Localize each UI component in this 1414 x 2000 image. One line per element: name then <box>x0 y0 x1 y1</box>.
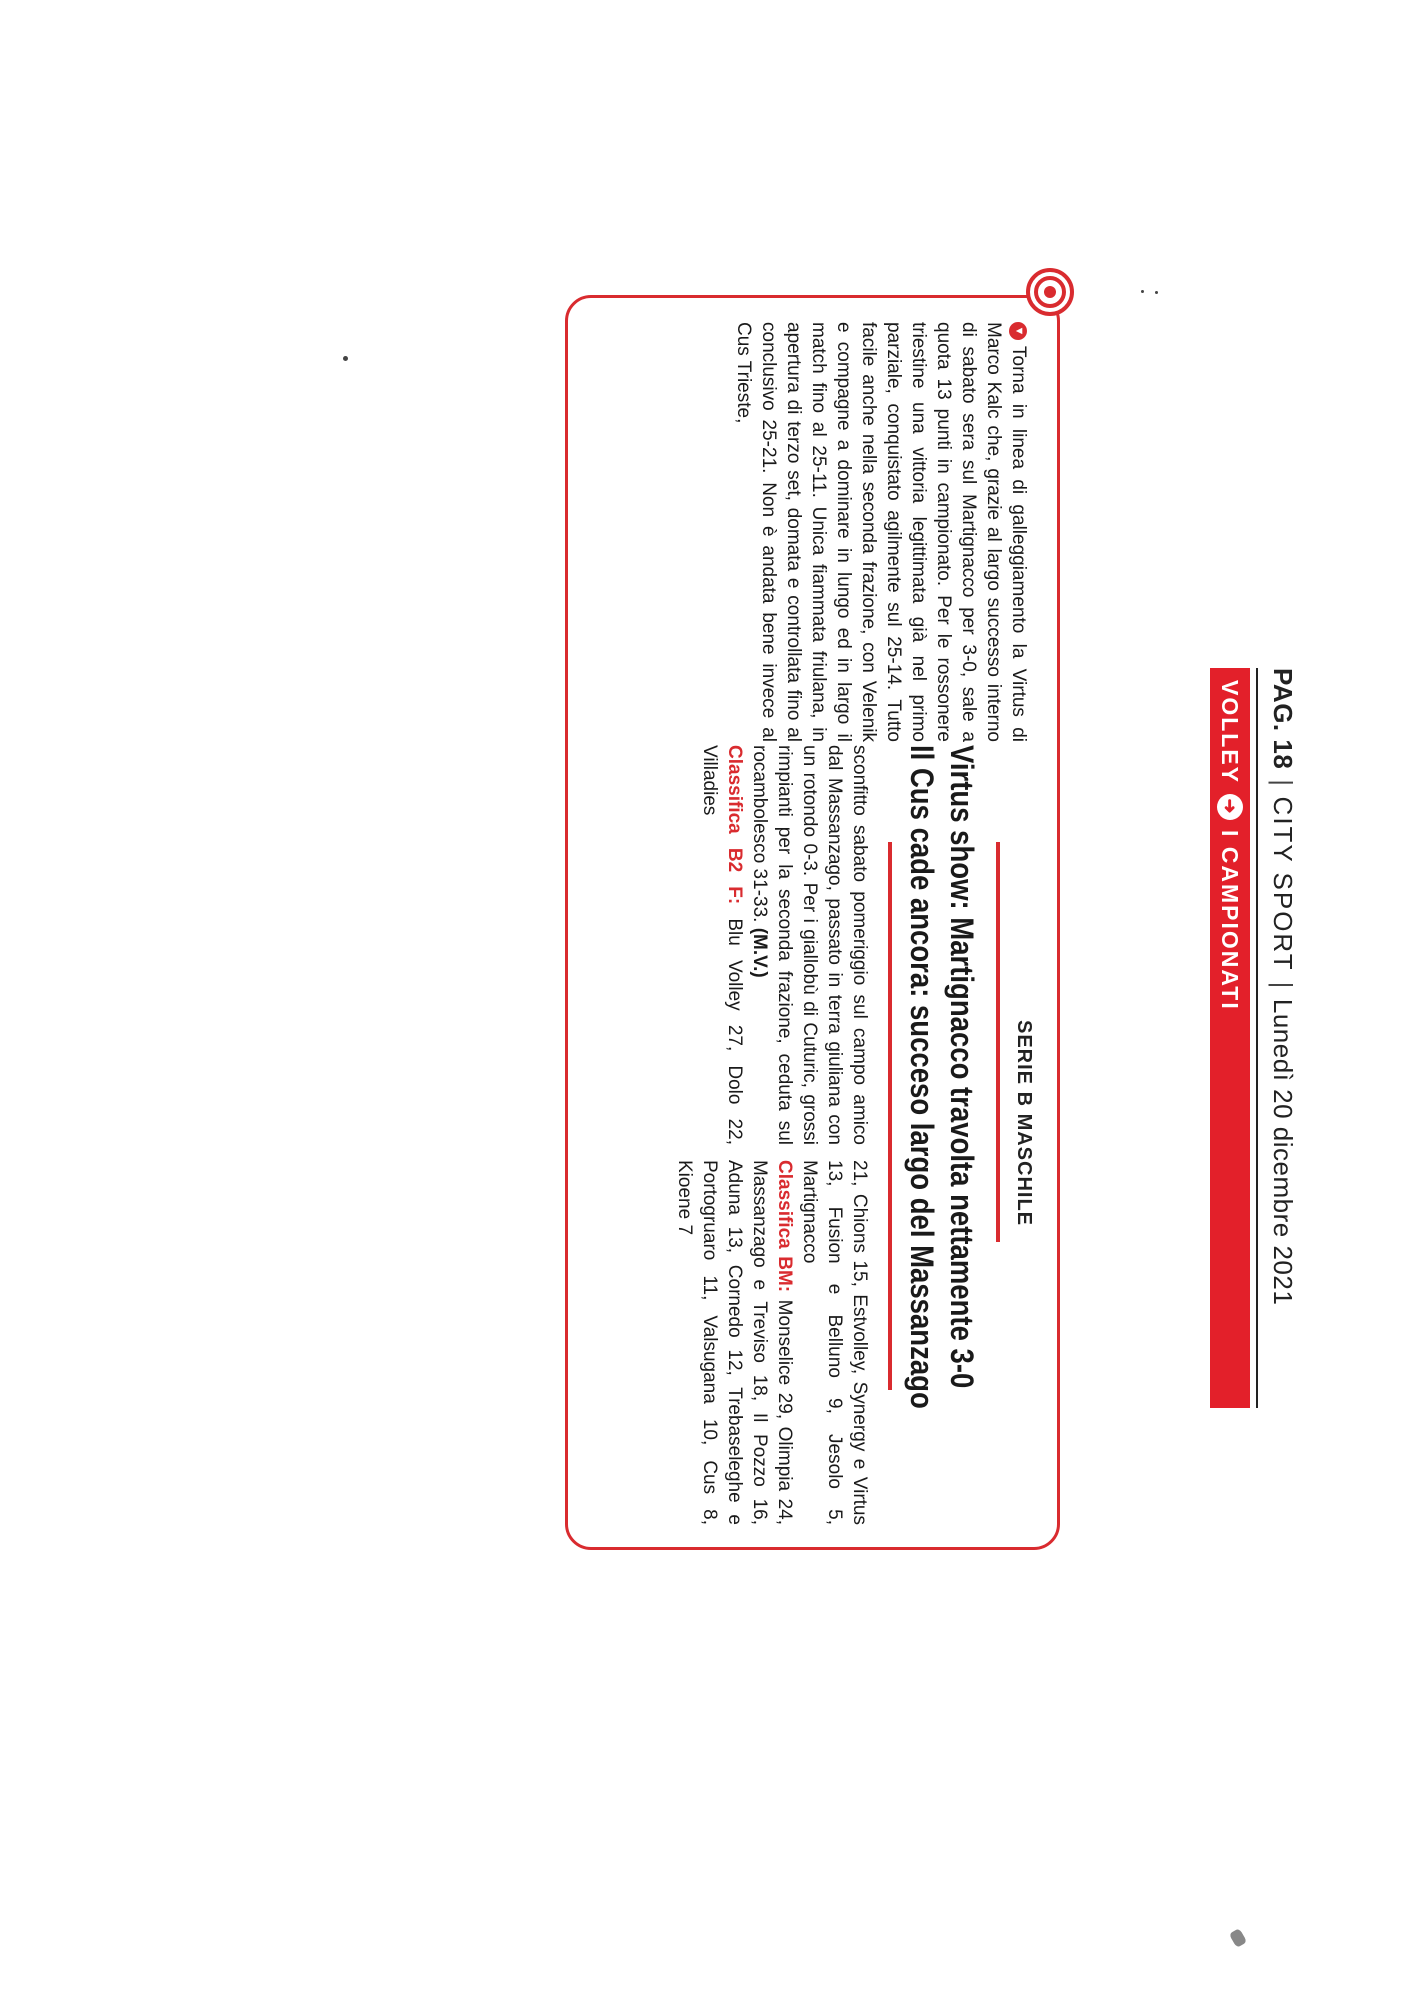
headline-line-1: Virtus show: Martignacco travolta nettamente 3-0 <box>944 745 980 1389</box>
column-3-text: 21, Chions 15, Estvolley, Synergy e Virtus 13, Fusion e Belluno 9, Jesolo 5, Martignacco <box>799 1160 870 1525</box>
bullseye-icon <box>1026 268 1074 316</box>
article-column-1 <box>731 322 1031 742</box>
scan-speck <box>1155 291 1158 294</box>
rotated-newspaper-page <box>10 0 1310 1700</box>
header-separator: | <box>1268 779 1298 787</box>
column-2-text: sconfitto sabato pomeriggio sul campo amico dal Massanzago, passato in terra giuliana con un rotondo 0-3. Per i giallobù di Cuturic, grossi rimpianti per la seconda frazione, ceduta sul rocambolesco 31-33. <box>749 745 870 1145</box>
scan-speck <box>343 356 348 361</box>
article-kicker: SERIE B MASCHILE <box>1013 1020 1035 1227</box>
scan-speck <box>1141 290 1144 293</box>
bullet-arrow-icon: ▼ <box>1009 322 1027 340</box>
header-section: CITY SPORT <box>1268 796 1298 972</box>
page-header <box>1267 668 1298 1305</box>
classifica-bm-label: Classifica BM: <box>774 1160 795 1293</box>
section-bar <box>1210 668 1250 1408</box>
header-rule <box>1256 668 1258 1408</box>
kicker-rule <box>996 842 1000 1242</box>
header-separator: | <box>1268 981 1298 989</box>
article-column-3 <box>672 1160 872 1525</box>
classifica-b2-label: Classifica B2 F: <box>724 745 745 905</box>
headline-rule <box>888 842 892 1390</box>
article-headline <box>902 745 982 1442</box>
scan-speck <box>1229 1928 1247 1948</box>
column-1-text: Torna in linea di galleggiamento la Virtus di Marco Kalc che, grazie al largo successo interno di sabato sera sul Martignacco per 3-0, sale a quota 13 punti in campionato. Per le rossonere triestine una vittoria legittimata già nel primo parziale, conquistato agilmente sul 25-14. Tutto facile anche nella seconda frazione, con Velenik e compagne a dominare in lungo ed in largo il match fino al 25-11. Unica fiammata friulana, in apertura di terzo set, domata e controllata fino al conclusivo 25-21. Non è andata bene invece al Cus Trieste, <box>733 322 1029 742</box>
header-date: Lunedì 20 dicembre 2021 <box>1268 998 1298 1306</box>
headline-line-2: Il Cus cade ancora: succeso largo del Massanzago <box>904 745 940 1409</box>
classifica-bm-text: Monselice 29, Olimpia 24, Massanzago e Treviso 18, Il Pozzo 16, Aduna 13, Cornedo 12, Trebaseleghe e Portogruaro 11, Valsugana 10, Cus 8, Kioene 7 <box>674 1160 795 1525</box>
article-column-2 <box>697 745 872 1145</box>
section-category: I CAMPIONATI <box>1217 830 1244 1011</box>
page-number: PAG. 18 <box>1268 668 1298 770</box>
arrow-circle-icon: ➜ <box>1217 794 1243 820</box>
section-sport: VOLLEY <box>1217 680 1244 785</box>
classifica-b2-text: Blu Volley 27, Dolo 22, Villadies <box>699 745 745 1145</box>
author-signature: (M.V.) <box>749 927 770 978</box>
